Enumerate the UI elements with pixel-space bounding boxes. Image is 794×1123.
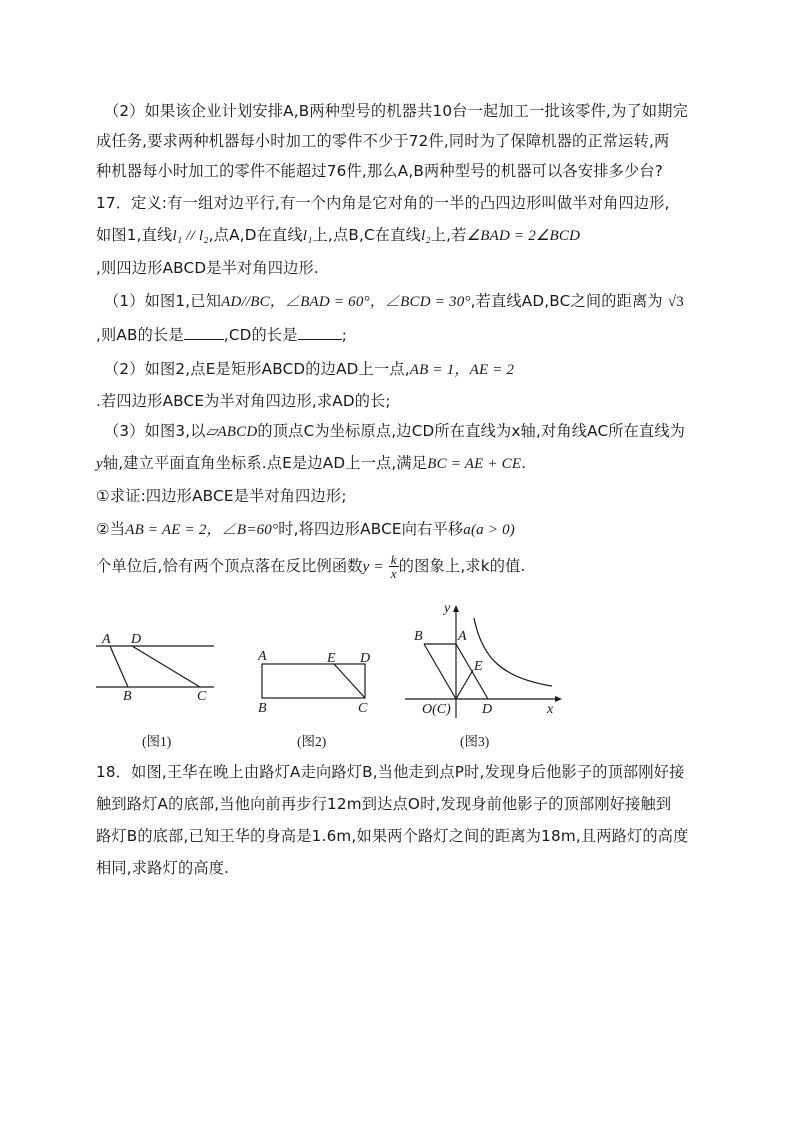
label-d: D bbox=[131, 632, 142, 647]
q17-math: AD//BC，∠BAD = 60°，∠BCD = 30° bbox=[221, 294, 471, 310]
hyperbola-curve bbox=[474, 618, 552, 686]
label-a: A bbox=[102, 632, 111, 647]
q17-text: 时,将四边形ABCE向右平移 bbox=[278, 520, 464, 538]
q18-line4: 相同,求路灯的高度. bbox=[96, 859, 230, 877]
q18-line1: 18．如图,王华在晚上由路灯A走向路灯B,当他走到点P时,发现身后他影子的顶部刚好接 bbox=[96, 763, 685, 781]
q17-math: y = bbox=[362, 559, 384, 575]
q17-text: 如图1,直线 bbox=[96, 226, 173, 244]
q17-text: （2）如图2,点E是矩形ABCD的边AD上一点, bbox=[104, 360, 410, 378]
label-c: C bbox=[358, 701, 368, 716]
q17-definition-line2 bbox=[96, 224, 580, 245]
answer-blank-ab bbox=[184, 327, 224, 340]
figure-1 bbox=[92, 628, 222, 753]
y-axis-arrow bbox=[453, 605, 459, 612]
q17-math: l₁ // l₂ bbox=[172, 228, 209, 244]
q18-line2: 触到路灯A的底部,当他向前再步行12m到达点O时,发现身前他影子的顶部刚好接触到 bbox=[96, 795, 672, 813]
q17-text: 的图象上,求k的值. bbox=[398, 557, 526, 575]
q17-math: y bbox=[96, 456, 103, 472]
q17-part3 bbox=[104, 420, 685, 441]
label-x-axis: x bbox=[547, 702, 554, 717]
segment-dc bbox=[132, 646, 200, 687]
q17-math: l₁ bbox=[302, 228, 313, 244]
q17-definition-line3: ,则四边形ABCD是半对角四边形. bbox=[96, 259, 319, 277]
q17-text: ,点A,D在直线 bbox=[208, 226, 303, 244]
q17-part1 bbox=[104, 290, 684, 311]
figure-3 bbox=[400, 600, 570, 753]
label-b: B bbox=[123, 689, 132, 704]
q17-math: ∠BAD = 2∠BCD bbox=[466, 228, 581, 244]
q17-math: ▱ABCD bbox=[205, 424, 258, 440]
q17-text: ,若直线AD,BC之间的距离为 bbox=[470, 292, 663, 310]
q16-part2-line3: 种机器每小时加工的零件不能超过76件,那么A,B两种型号的机器可以各安排多少台? bbox=[96, 162, 664, 180]
q17-text: 个单位后,恰有两个顶点落在反比例函数 bbox=[96, 557, 363, 575]
q17-math: √3 bbox=[667, 294, 684, 310]
figure-1-caption: (图1) bbox=[142, 734, 172, 749]
label-b: B bbox=[414, 629, 423, 644]
figure-2-caption: (图2) bbox=[297, 734, 327, 749]
x-axis-arrow bbox=[555, 696, 562, 702]
q17-text: 上,点B,C在直线 bbox=[312, 226, 421, 244]
answer-blank-cd bbox=[298, 327, 342, 340]
q16-part2-line2: 成任务,要求两种机器每小时加工的零件不少于72件,同时为了保障机器的正常运转,两 bbox=[96, 132, 670, 150]
segment-ec bbox=[334, 664, 365, 698]
q17-text: 轴,建立平面直角坐标系.点E是边AD上一点,满足 bbox=[102, 454, 428, 472]
q17-sub2-line2 bbox=[96, 553, 526, 580]
q17-sub2 bbox=[96, 518, 515, 539]
q17-math: BC = AE + CE bbox=[427, 456, 522, 472]
label-y-axis: y bbox=[444, 601, 451, 616]
q17-part2 bbox=[104, 358, 514, 379]
segment-bc bbox=[424, 644, 456, 699]
q17-part3-line2 bbox=[96, 452, 526, 473]
q17-text: ,CD的长是 bbox=[223, 326, 298, 344]
q17-math: a(a > 0) bbox=[463, 522, 515, 538]
segment-ce bbox=[456, 670, 473, 699]
label-a: A bbox=[458, 629, 467, 644]
q17-text: ,则AB的长是 bbox=[96, 326, 184, 344]
q17-text: ; bbox=[341, 326, 348, 344]
fraction-denominator: x bbox=[390, 566, 397, 581]
q16-part2-line1: （2）如果该企业计划安排A,B两种型号的机器共10台一起加工一批该零件,为了如期完 bbox=[104, 102, 689, 120]
label-b: B bbox=[258, 701, 267, 716]
q17-sub1: ①求证:四边形ABCE是半对角四边形; bbox=[96, 487, 347, 505]
q17-part2-line2: .若四边形ABCE为半对角四边形,求AD的长; bbox=[96, 392, 391, 410]
q17-text: （1）如图1,已知 bbox=[104, 292, 222, 310]
fraction-k-over-x bbox=[389, 553, 399, 580]
q18-line3: 路灯B的底部,已知王华的身高是1.6m,如果两个路灯之间的距离为18m,且两路灯的高度 bbox=[96, 827, 689, 845]
q17-math: AB = AE = 2，∠B=60° bbox=[125, 522, 279, 538]
q17-definition: 17．定义:有一组对边平行,有一个内角是它对角的一半的凸四边形叫做半对角四边形, bbox=[96, 194, 670, 212]
label-a: A bbox=[258, 649, 267, 664]
q17-math: AB = 1，AE = 2 bbox=[409, 362, 515, 378]
figure-2 bbox=[252, 642, 382, 753]
label-c: C bbox=[197, 689, 207, 704]
label-e: E bbox=[327, 651, 336, 666]
q17-part1-line2 bbox=[96, 324, 347, 345]
figure-3-caption: (图3) bbox=[460, 734, 490, 749]
fraction-numerator: k bbox=[390, 552, 397, 567]
q17-text: ②当 bbox=[96, 520, 126, 538]
label-d: D bbox=[482, 702, 493, 717]
q17-text: 的顶点C为坐标原点,边CD所在直线为x轴,对角线AC所在直线为 bbox=[257, 422, 686, 440]
q17-text: 上,若 bbox=[430, 226, 467, 244]
label-o-c: O(C) bbox=[422, 702, 451, 717]
label-e: E bbox=[474, 659, 483, 674]
q17-text: . bbox=[521, 454, 527, 472]
segment-ab bbox=[110, 646, 128, 687]
q17-text: （3）如图3,以 bbox=[104, 422, 206, 440]
label-d: D bbox=[360, 651, 371, 666]
q17-math: l₂ bbox=[420, 228, 431, 244]
